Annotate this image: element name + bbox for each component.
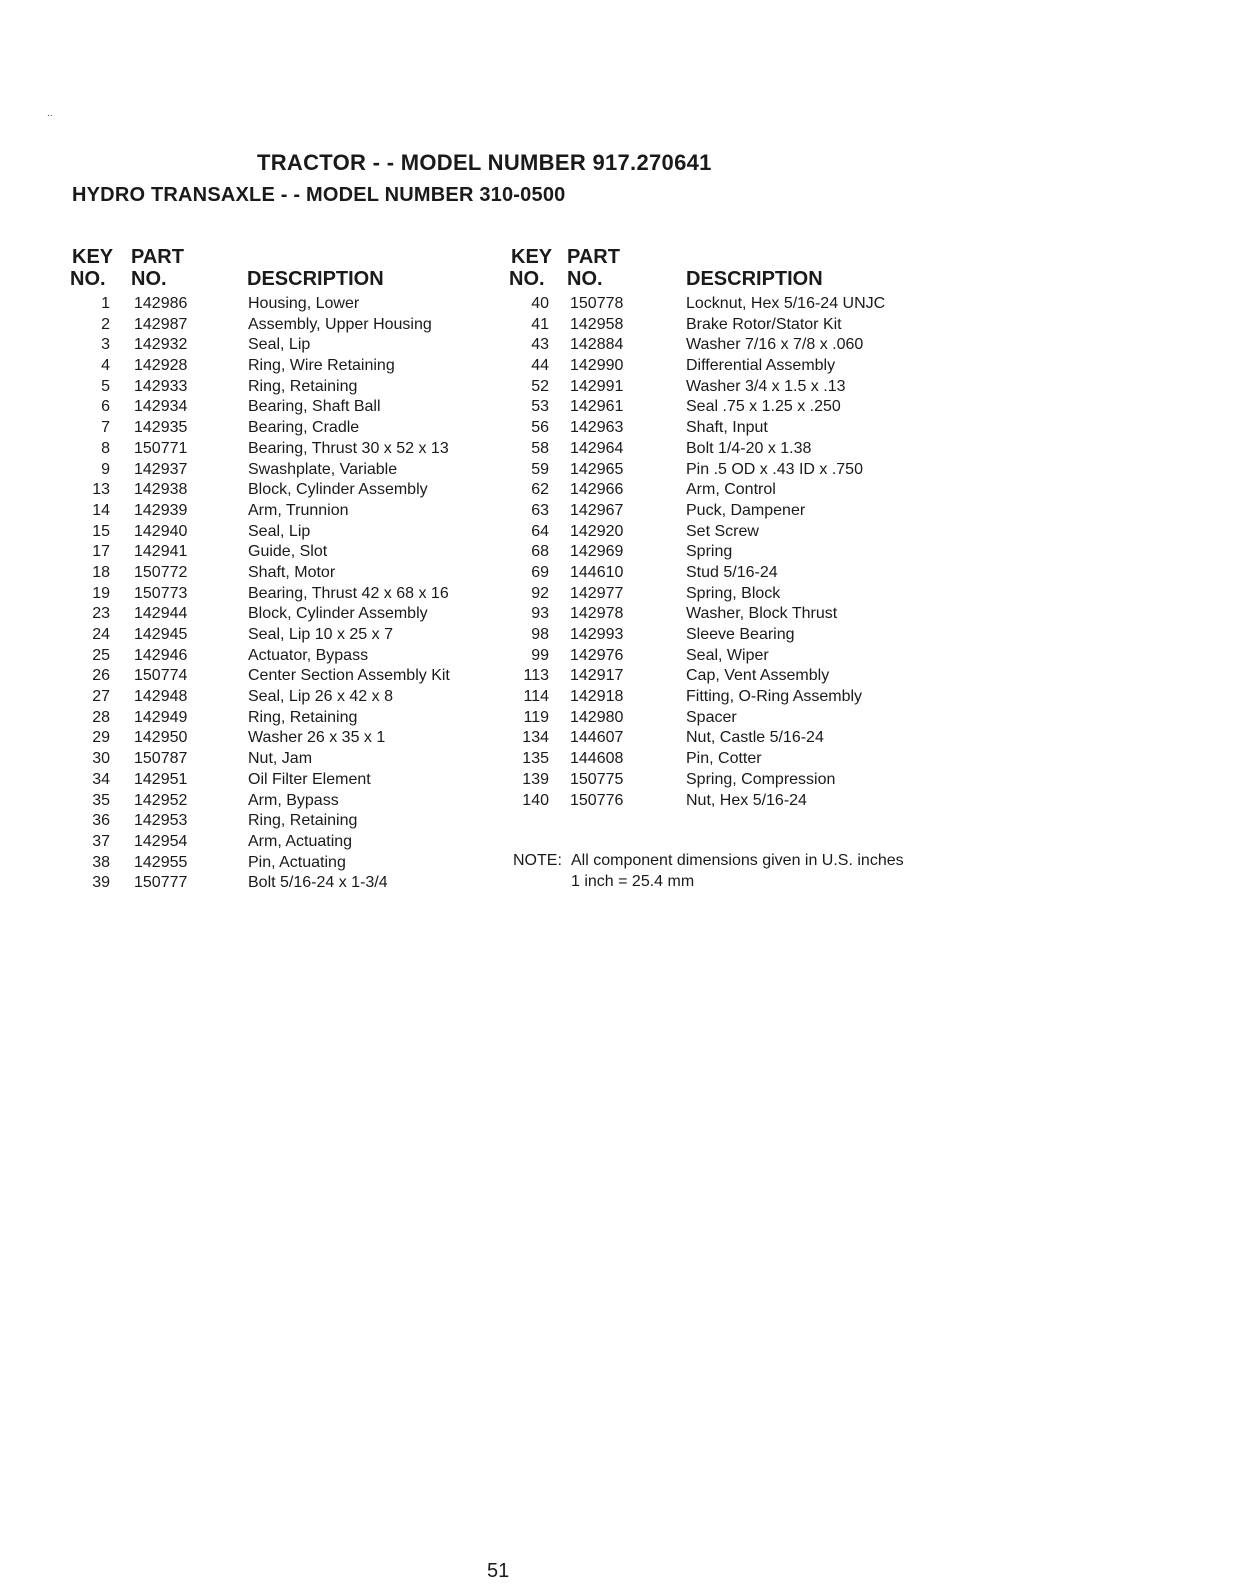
part-description: Bolt 1/4-20 x 1.38	[686, 439, 812, 457]
key-number: 36	[92, 812, 110, 830]
part-description: Arm, Control	[686, 481, 776, 499]
key-number: 92	[531, 584, 549, 602]
part-number: 142928	[134, 357, 188, 375]
part-description: Bearing, Thrust 42 x 68 x 16	[248, 584, 449, 602]
key-number: 119	[523, 708, 549, 726]
part-description: Pin, Actuating	[248, 853, 346, 871]
key-number: 64	[531, 522, 549, 540]
part-description: Swashplate, Variable	[248, 460, 398, 478]
part-description: Seal, Wiper	[686, 646, 769, 664]
part-number: 142935	[134, 419, 188, 437]
part-description: Washer 3/4 x 1.5 x .13	[686, 377, 846, 395]
part-description: Ring, Retaining	[248, 812, 358, 830]
key-number: 28	[92, 708, 110, 726]
part-description: Brake Rotor/Stator Kit	[686, 315, 842, 333]
key-number: 5	[101, 377, 110, 395]
part-description: Puck, Dampener	[686, 501, 806, 519]
key-number: 62	[531, 481, 549, 499]
part-description: Guide, Slot	[248, 543, 328, 561]
part-description: Ring, Retaining	[248, 708, 358, 726]
key-number: 14	[92, 501, 110, 519]
header-description: DESCRIPTION	[247, 268, 384, 290]
note-line2: 1 inch = 25.4 mm	[571, 873, 695, 890]
part-number: 150777	[134, 874, 188, 892]
key-number: 29	[92, 729, 110, 747]
part-number: 150778	[570, 295, 624, 312]
key-number: 59	[531, 460, 549, 478]
part-description: Spring	[686, 543, 733, 561]
part-number: 142987	[134, 315, 188, 333]
header-key-line1: KEY	[72, 246, 114, 268]
key-number: 40	[531, 295, 549, 312]
key-number: 9	[101, 460, 110, 478]
part-description: Arm, Trunnion	[248, 501, 349, 519]
key-number: 98	[531, 626, 549, 643]
key-number: 43	[531, 336, 549, 354]
part-number: 150776	[570, 791, 624, 809]
part-description: Bearing, Shaft Ball	[248, 398, 381, 416]
part-number: 142946	[134, 646, 188, 664]
part-description: Block, Cylinder Assembly	[248, 481, 428, 499]
part-number: 142965	[570, 460, 624, 478]
part-number: 142990	[570, 357, 624, 375]
part-description: Assembly, Upper Housing	[248, 315, 432, 333]
key-number: 24	[92, 626, 110, 643]
part-number: 142993	[570, 626, 624, 643]
part-number: 142920	[570, 522, 624, 540]
part-description: Differential Assembly	[686, 357, 836, 375]
part-number: 142939	[134, 501, 188, 519]
key-number: 7	[101, 419, 110, 437]
key-number: 34	[92, 770, 110, 788]
part-description: Oil Filter Element	[248, 770, 371, 788]
part-description: Housing, Lower	[248, 295, 360, 312]
part-number: 150773	[134, 584, 188, 602]
key-number: 44	[531, 357, 549, 375]
part-number: 142966	[570, 481, 624, 499]
part-description: Stud 5/16-24	[686, 563, 778, 581]
key-number: 68	[531, 543, 549, 561]
page-subtitle: HYDRO TRANSAXLE - - MODEL NUMBER 310-0500	[72, 184, 566, 206]
part-number: 142986	[134, 295, 188, 312]
key-number: 13	[92, 481, 110, 499]
part-number: 144610	[570, 563, 624, 581]
page-number: 51	[487, 1560, 510, 1582]
part-number: 142940	[134, 522, 188, 540]
header-part-line2: NO.	[567, 268, 603, 290]
part-description: Seal, Lip 10 x 25 x 7	[248, 626, 393, 643]
part-description: Nut, Hex 5/16-24	[686, 791, 807, 809]
key-number: 135	[522, 750, 549, 768]
key-number: 27	[92, 688, 110, 706]
key-number: 63	[531, 501, 549, 519]
key-number: 15	[92, 522, 110, 540]
part-number: 142955	[134, 853, 188, 871]
key-number: 134	[522, 729, 549, 747]
part-number: 142951	[134, 770, 188, 788]
part-number: 142918	[570, 688, 624, 706]
part-number: 150775	[570, 770, 624, 788]
part-description: Ring, Retaining	[248, 377, 358, 395]
part-number: 142941	[134, 543, 188, 561]
part-description: Spring, Block	[686, 584, 781, 602]
part-number: 142967	[570, 501, 624, 519]
part-number: 142937	[134, 460, 188, 478]
key-number: 6	[101, 398, 110, 416]
part-description: Cap, Vent Assembly	[686, 667, 830, 685]
part-number: 142938	[134, 481, 188, 499]
key-number: 35	[92, 791, 110, 809]
key-number: 140	[522, 791, 549, 809]
part-number: 150787	[134, 750, 188, 768]
part-description: Washer 26 x 35 x 1	[248, 729, 386, 747]
part-description: Ring, Wire Retaining	[248, 357, 395, 375]
part-description: Spring, Compression	[686, 770, 836, 788]
part-number: 142945	[134, 626, 188, 643]
part-number: 142949	[134, 708, 188, 726]
key-number: 41	[531, 315, 549, 333]
part-description: Seal, Lip	[248, 336, 311, 354]
header-part-line1: PART	[131, 246, 184, 268]
header-key-line2: NO.	[70, 268, 106, 290]
part-number: 144608	[570, 750, 624, 768]
part-description: Seal .75 x 1.25 x .250	[686, 398, 841, 416]
part-description: Arm, Bypass	[248, 791, 339, 809]
part-description: Shaft, Motor	[248, 563, 336, 581]
part-description: Bearing, Thrust 30 x 52 x 13	[248, 439, 449, 457]
part-description: Shaft, Input	[686, 419, 768, 437]
part-description: Block, Cylinder Assembly	[248, 605, 428, 623]
part-number: 142977	[570, 584, 624, 602]
key-number: 53	[531, 398, 549, 416]
key-number: 39	[92, 874, 110, 892]
part-number: 142934	[134, 398, 188, 416]
key-number: 113	[523, 667, 549, 685]
part-description: Pin .5 OD x .43 ID x .750	[686, 460, 863, 478]
key-number: 19	[92, 584, 110, 602]
key-number: 37	[92, 832, 110, 850]
key-number: 38	[92, 853, 110, 871]
key-number: 99	[531, 646, 549, 664]
key-number: 52	[531, 377, 549, 395]
header-description: DESCRIPTION	[686, 268, 823, 290]
part-number: 144607	[570, 729, 624, 747]
corner-mark: ..	[47, 108, 53, 119]
part-number: 142933	[134, 377, 188, 395]
header-part-line2: NO.	[131, 268, 167, 290]
part-description: Actuator, Bypass	[248, 646, 369, 664]
part-number: 142953	[134, 812, 188, 830]
part-description: Bolt 5/16-24 x 1-3/4	[248, 874, 388, 892]
key-number: 93	[531, 605, 549, 623]
key-number: 26	[92, 667, 110, 685]
part-number: 142884	[570, 336, 624, 354]
part-number: 142961	[570, 398, 624, 416]
key-number: 3	[101, 336, 110, 354]
part-number: 142952	[134, 791, 188, 809]
part-number: 142948	[134, 688, 188, 706]
key-number: 30	[92, 750, 110, 768]
key-number: 17	[92, 543, 110, 561]
part-number: 142963	[570, 419, 624, 437]
part-number: 150774	[134, 667, 188, 685]
part-number: 142950	[134, 729, 188, 747]
part-description: Pin, Cotter	[686, 750, 762, 768]
part-number: 142964	[570, 439, 624, 457]
header-key-line1: KEY	[511, 246, 553, 268]
part-description: Arm, Actuating	[248, 832, 353, 850]
part-description: Sleeve Bearing	[686, 626, 795, 643]
header-part-line1: PART	[567, 246, 620, 268]
note-label: NOTE:	[513, 852, 562, 869]
part-number: 142932	[134, 336, 188, 354]
part-description: Seal, Lip	[248, 522, 311, 540]
key-number: 2	[101, 315, 110, 333]
part-number: 150771	[134, 439, 188, 457]
part-description: Bearing, Cradle	[248, 419, 360, 437]
part-number: 142991	[570, 377, 624, 395]
key-number: 1	[101, 295, 110, 312]
part-description: Nut, Jam	[248, 750, 313, 768]
part-number: 142978	[570, 605, 624, 623]
part-number: 142958	[570, 315, 624, 333]
header-key-line2: NO.	[509, 268, 545, 290]
part-number: 142917	[570, 667, 624, 685]
part-description: Washer, Block Thrust	[686, 605, 838, 623]
note-line1: All component dimensions given in U.S. inches	[571, 852, 904, 869]
part-number: 142944	[134, 605, 188, 623]
part-number: 142980	[570, 708, 624, 726]
part-number: 142969	[570, 543, 624, 561]
key-number: 69	[531, 563, 549, 581]
key-number: 56	[531, 419, 549, 437]
key-number: 4	[101, 357, 110, 375]
part-number: 142976	[570, 646, 624, 664]
page-title: TRACTOR - - MODEL NUMBER 917.270641	[257, 150, 712, 175]
part-description: Locknut, Hex 5/16-24 UNJC	[686, 295, 886, 312]
key-number: 8	[101, 439, 110, 457]
key-number: 18	[92, 563, 110, 581]
part-description: Seal, Lip 26 x 42 x 8	[248, 688, 393, 706]
part-description: Center Section Assembly Kit	[248, 667, 450, 685]
part-description: Fitting, O-Ring Assembly	[686, 688, 863, 706]
part-description: Nut, Castle 5/16-24	[686, 729, 824, 747]
key-number: 23	[92, 605, 110, 623]
key-number: 58	[531, 439, 549, 457]
part-description: Set Screw	[686, 522, 759, 540]
key-number: 25	[92, 646, 110, 664]
part-number: 150772	[134, 563, 188, 581]
part-number: 142954	[134, 832, 188, 850]
part-description: Washer 7/16 x 7/8 x .060	[686, 336, 864, 354]
part-description: Spacer	[686, 708, 737, 726]
key-number: 139	[522, 770, 549, 788]
key-number: 114	[523, 688, 549, 706]
